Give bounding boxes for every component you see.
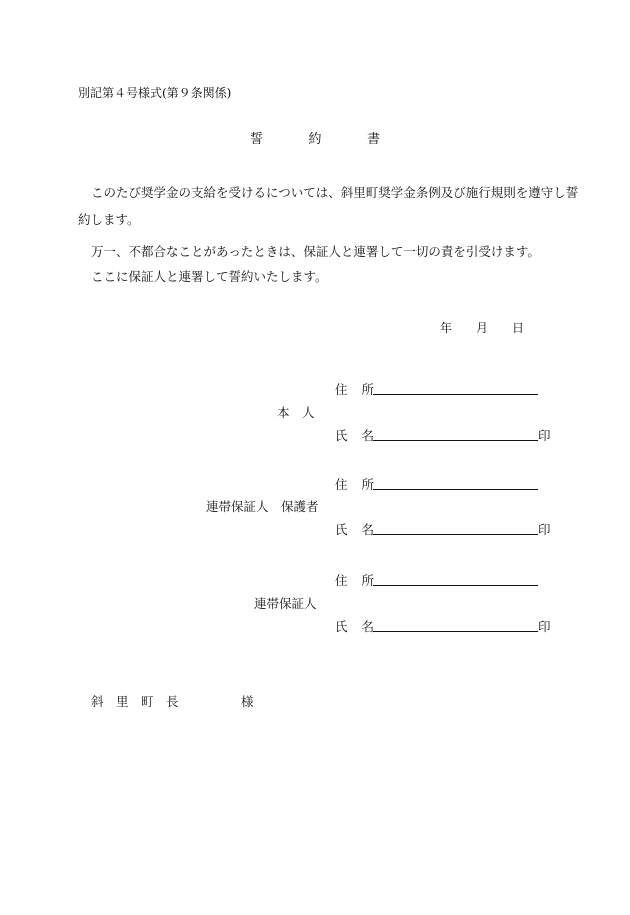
- paragraph-2: 万一、不都合なことがあったときは、保証人と連署して一切の責を引受けます。: [91, 244, 540, 259]
- guardian-name-label: [335, 522, 374, 537]
- principal-name-label: [335, 428, 374, 443]
- document-title: [250, 132, 380, 148]
- name-label-char-2: 名: [361, 619, 375, 634]
- name-label-char-2: 名: [361, 428, 375, 443]
- title-char-3: 書: [366, 132, 380, 147]
- name-label-char-1: 氏: [335, 428, 348, 443]
- title-char-2: 約: [308, 132, 322, 147]
- date-year-label: 年: [440, 321, 453, 335]
- address-label-char-2: 所: [361, 477, 375, 492]
- principal-seal-mark: 印: [538, 428, 551, 443]
- name-label-char-2: 名: [361, 522, 375, 537]
- name-label-char-1: 氏: [335, 522, 348, 537]
- address-label-char-1: 住: [335, 382, 348, 397]
- guarantor-name-label: [335, 619, 374, 634]
- guarantor-address-line[interactable]: [373, 585, 538, 586]
- form-reference: 別記第４号様式(第９条関係): [78, 86, 232, 100]
- paragraph-1-line-2: 約します。: [78, 212, 140, 227]
- guardian-address-label: [335, 477, 374, 492]
- guardian-address-line[interactable]: [373, 489, 538, 490]
- paragraph-3: ここに保証人と連署して誓約いたします。: [91, 269, 328, 284]
- date-day-label: 日: [512, 321, 525, 335]
- addressee-name: 斜 里 町 長: [91, 694, 179, 709]
- guardian-role: 連帯保証人 保護者: [206, 499, 319, 514]
- addressee-honorific: 様: [241, 694, 254, 709]
- guarantor-name-line[interactable]: [373, 631, 538, 632]
- guardian-name-line[interactable]: [373, 534, 538, 535]
- guardian-seal-mark: 印: [538, 522, 551, 537]
- address-label-char-1: 住: [335, 573, 348, 588]
- principal-name-line[interactable]: [373, 440, 538, 441]
- guarantor-seal-mark: 印: [538, 619, 551, 634]
- name-label-char-1: 氏: [335, 619, 348, 634]
- guarantor-address-label: [335, 573, 374, 588]
- address-label-char-1: 住: [335, 477, 348, 492]
- address-label-char-2: 所: [361, 382, 375, 397]
- principal-address-line[interactable]: [373, 394, 538, 395]
- principal-role: 本 人: [277, 405, 315, 420]
- address-label-char-2: 所: [361, 573, 375, 588]
- date-row: [440, 321, 524, 335]
- date-month-label: 月: [476, 321, 489, 335]
- principal-address-label: [335, 382, 374, 397]
- paragraph-1-line-1: このたび奨学金の支給を受けるについては、斜里町奨学金条例及び施行規則を遵守し誓: [91, 185, 579, 200]
- title-char-1: 誓: [250, 132, 264, 147]
- guarantor-role: 連帯保証人: [254, 596, 317, 611]
